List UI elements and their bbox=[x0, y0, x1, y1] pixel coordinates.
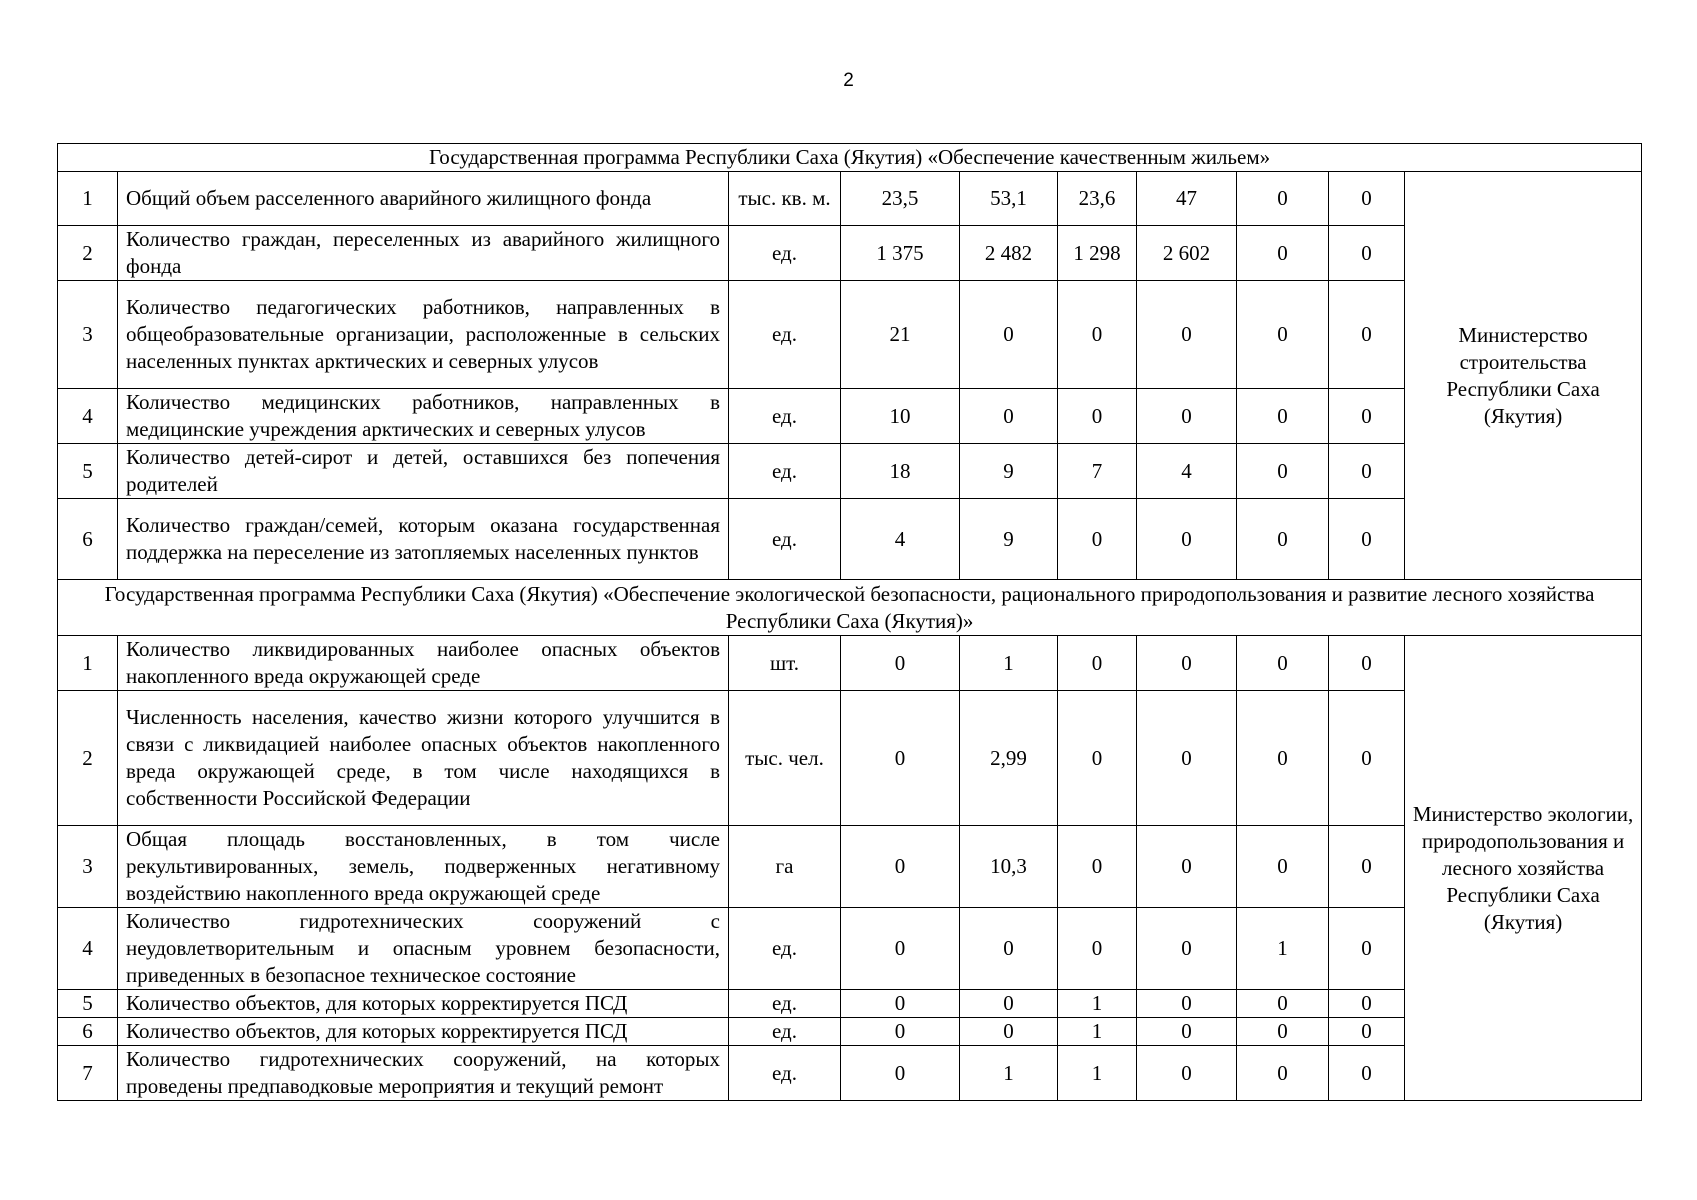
value-cell: 2,99 bbox=[960, 691, 1058, 826]
value-cell: 0 bbox=[1058, 636, 1137, 691]
indicator-name: Количество граждан, переселенных из аварийного жилищного фонда bbox=[118, 226, 729, 281]
indicator-name: Количество медицинских работников, направленных в медицинские учреждения арктических и северных улусов bbox=[118, 389, 729, 444]
value-cell: 0 bbox=[1329, 1046, 1405, 1101]
responsible-ministry: Министерство экологии, природопользования и лесного хозяйства Республики Саха (Якутия) bbox=[1405, 636, 1642, 1101]
value-cell: 0 bbox=[1329, 636, 1405, 691]
value-cell: 0 bbox=[1058, 908, 1137, 990]
row-number: 3 bbox=[58, 826, 118, 908]
section-title: Государственная программа Республики Саха (Якутия) «Обеспечение экологической безопасности, рационального природопользования и развитие лесного хозяйства Республики Саха (Якутия)» bbox=[58, 580, 1642, 636]
value-cell: 0 bbox=[1137, 826, 1237, 908]
section-title: Государственная программа Республики Саха (Якутия) «Обеспечение качественным жильем» bbox=[58, 144, 1642, 172]
value-cell: 0 bbox=[1237, 172, 1329, 226]
value-cell: 2 602 bbox=[1137, 226, 1237, 281]
value-cell: 23,5 bbox=[841, 172, 960, 226]
row-number: 4 bbox=[58, 389, 118, 444]
value-cell: 10,3 bbox=[960, 826, 1058, 908]
value-cell: 0 bbox=[1329, 908, 1405, 990]
unit: ед. bbox=[729, 444, 841, 499]
page-number: 2 bbox=[843, 70, 854, 91]
value-cell: 0 bbox=[1237, 990, 1329, 1018]
table-row bbox=[58, 444, 1642, 499]
row-number: 5 bbox=[58, 444, 118, 499]
value-cell: 0 bbox=[1237, 636, 1329, 691]
row-number: 4 bbox=[58, 908, 118, 990]
table-row bbox=[58, 990, 1642, 1018]
value-cell: 1 bbox=[1058, 1018, 1137, 1046]
table-row bbox=[58, 1018, 1642, 1046]
value-cell: 0 bbox=[841, 1046, 960, 1101]
unit: ед. bbox=[729, 389, 841, 444]
indicator-name: Количество педагогических работников, направленных в общеобразовательные организации, расположенные в сельских населенных пунктах арктических и северных улусов bbox=[118, 281, 729, 389]
value-cell: 0 bbox=[960, 908, 1058, 990]
value-cell: 9 bbox=[960, 444, 1058, 499]
value-cell: 0 bbox=[1137, 281, 1237, 389]
value-cell: 0 bbox=[1237, 691, 1329, 826]
value-cell: 0 bbox=[1329, 990, 1405, 1018]
value-cell: 0 bbox=[1329, 226, 1405, 281]
value-cell: 0 bbox=[1329, 172, 1405, 226]
value-cell: 1 bbox=[1237, 908, 1329, 990]
indicator-name: Количество детей-сирот и детей, оставшихся без попечения родителей bbox=[118, 444, 729, 499]
value-cell: 0 bbox=[1237, 389, 1329, 444]
value-cell: 0 bbox=[841, 636, 960, 691]
value-cell: 0 bbox=[960, 990, 1058, 1018]
unit: тыс. кв. м. bbox=[729, 172, 841, 226]
value-cell: 0 bbox=[1058, 499, 1137, 580]
value-cell: 0 bbox=[1137, 389, 1237, 444]
table-row bbox=[58, 499, 1642, 580]
value-cell: 0 bbox=[841, 990, 960, 1018]
value-cell: 0 bbox=[1329, 281, 1405, 389]
indicators-table bbox=[57, 143, 1642, 1101]
value-cell: 0 bbox=[1237, 226, 1329, 281]
value-cell: 0 bbox=[1329, 826, 1405, 908]
table-row bbox=[58, 281, 1642, 389]
value-cell: 0 bbox=[1237, 1018, 1329, 1046]
value-cell: 1 bbox=[960, 1046, 1058, 1101]
unit: ед. bbox=[729, 990, 841, 1018]
unit: тыс. чел. bbox=[729, 691, 841, 826]
unit: ед. bbox=[729, 908, 841, 990]
row-number: 5 bbox=[58, 990, 118, 1018]
value-cell: 0 bbox=[1329, 1018, 1405, 1046]
unit: ед. bbox=[729, 499, 841, 580]
value-cell: 7 bbox=[1058, 444, 1137, 499]
value-cell: 0 bbox=[960, 1018, 1058, 1046]
value-cell: 0 bbox=[841, 1018, 960, 1046]
table-row bbox=[58, 908, 1642, 990]
value-cell: 0 bbox=[1137, 636, 1237, 691]
indicator-name: Количество объектов, для которых корректируется ПСД bbox=[118, 1018, 729, 1046]
value-cell: 0 bbox=[1058, 281, 1137, 389]
value-cell: 2 482 bbox=[960, 226, 1058, 281]
value-cell: 1 bbox=[1058, 1046, 1137, 1101]
table-row bbox=[58, 691, 1642, 826]
table-row bbox=[58, 226, 1642, 281]
value-cell: 0 bbox=[841, 826, 960, 908]
value-cell: 0 bbox=[841, 691, 960, 826]
section-header-row bbox=[58, 580, 1642, 636]
value-cell: 0 bbox=[1237, 499, 1329, 580]
value-cell: 0 bbox=[960, 281, 1058, 389]
value-cell: 0 bbox=[1137, 1018, 1237, 1046]
value-cell: 0 bbox=[1329, 691, 1405, 826]
value-cell: 0 bbox=[1058, 691, 1137, 826]
indicator-name: Количество гидротехнических сооружений с неудовлетворительным и опасным уровнем безопасности, приведенных в безопасное техническое состояние bbox=[118, 908, 729, 990]
value-cell: 0 bbox=[960, 389, 1058, 444]
row-number: 6 bbox=[58, 1018, 118, 1046]
unit: ед. bbox=[729, 1018, 841, 1046]
value-cell: 1 bbox=[960, 636, 1058, 691]
value-cell: 18 bbox=[841, 444, 960, 499]
value-cell: 0 bbox=[1329, 499, 1405, 580]
unit: ед. bbox=[729, 1046, 841, 1101]
value-cell: 0 bbox=[841, 908, 960, 990]
row-number: 2 bbox=[58, 226, 118, 281]
indicator-name: Количество ликвидированных наиболее опасных объектов накопленного вреда окружающей среде bbox=[118, 636, 729, 691]
value-cell: 0 bbox=[1137, 908, 1237, 990]
unit: ед. bbox=[729, 281, 841, 389]
unit: шт. bbox=[729, 636, 841, 691]
unit: га bbox=[729, 826, 841, 908]
value-cell: 1 bbox=[1058, 990, 1137, 1018]
indicator-name: Количество гидротехнических сооружений, на которых проведены предпаводковые мероприятия и текущий ремонт bbox=[118, 1046, 729, 1101]
row-number: 6 bbox=[58, 499, 118, 580]
value-cell: 53,1 bbox=[960, 172, 1058, 226]
value-cell: 0 bbox=[1137, 1046, 1237, 1101]
responsible-ministry: Министерство строительства Республики Саха (Якутия) bbox=[1405, 172, 1642, 580]
value-cell: 0 bbox=[1237, 1046, 1329, 1101]
value-cell: 0 bbox=[1058, 389, 1137, 444]
indicator-name: Общая площадь восстановленных, в том числе рекультивированных, земель, подверженных негативному воздействию накопленного вреда окружающей среде bbox=[118, 826, 729, 908]
value-cell: 0 bbox=[1237, 826, 1329, 908]
table-row bbox=[58, 389, 1642, 444]
table-row bbox=[58, 1046, 1642, 1101]
value-cell: 0 bbox=[1137, 499, 1237, 580]
row-number: 1 bbox=[58, 172, 118, 226]
row-number: 7 bbox=[58, 1046, 118, 1101]
value-cell: 1 375 bbox=[841, 226, 960, 281]
value-cell: 47 bbox=[1137, 172, 1237, 226]
section-header-row bbox=[58, 144, 1642, 172]
value-cell: 0 bbox=[1137, 691, 1237, 826]
indicator-name: Количество граждан/семей, которым оказана государственная поддержка на переселение из затопляемых населенных пунктов bbox=[118, 499, 729, 580]
indicator-name: Количество объектов, для которых корректируется ПСД bbox=[118, 990, 729, 1018]
value-cell: 23,6 bbox=[1058, 172, 1137, 226]
indicator-name: Общий объем расселенного аварийного жилищного фонда bbox=[118, 172, 729, 226]
value-cell: 21 bbox=[841, 281, 960, 389]
table-row bbox=[58, 826, 1642, 908]
value-cell: 0 bbox=[1137, 990, 1237, 1018]
value-cell: 0 bbox=[1329, 444, 1405, 499]
row-number: 3 bbox=[58, 281, 118, 389]
unit: ед. bbox=[729, 226, 841, 281]
value-cell: 10 bbox=[841, 389, 960, 444]
table-row bbox=[58, 172, 1642, 226]
row-number: 1 bbox=[58, 636, 118, 691]
value-cell: 4 bbox=[841, 499, 960, 580]
value-cell: 0 bbox=[1058, 826, 1137, 908]
indicator-name: Численность населения, качество жизни которого улучшится в связи с ликвидацией наиболее опасных объектов накопленного вреда окружающей среде, в том числе находящихся в собственности Российской Федерации bbox=[118, 691, 729, 826]
value-cell: 1 298 bbox=[1058, 226, 1137, 281]
value-cell: 4 bbox=[1137, 444, 1237, 499]
value-cell: 9 bbox=[960, 499, 1058, 580]
value-cell: 0 bbox=[1329, 389, 1405, 444]
row-number: 2 bbox=[58, 691, 118, 826]
value-cell: 0 bbox=[1237, 281, 1329, 389]
table-row bbox=[58, 636, 1642, 691]
value-cell: 0 bbox=[1237, 444, 1329, 499]
